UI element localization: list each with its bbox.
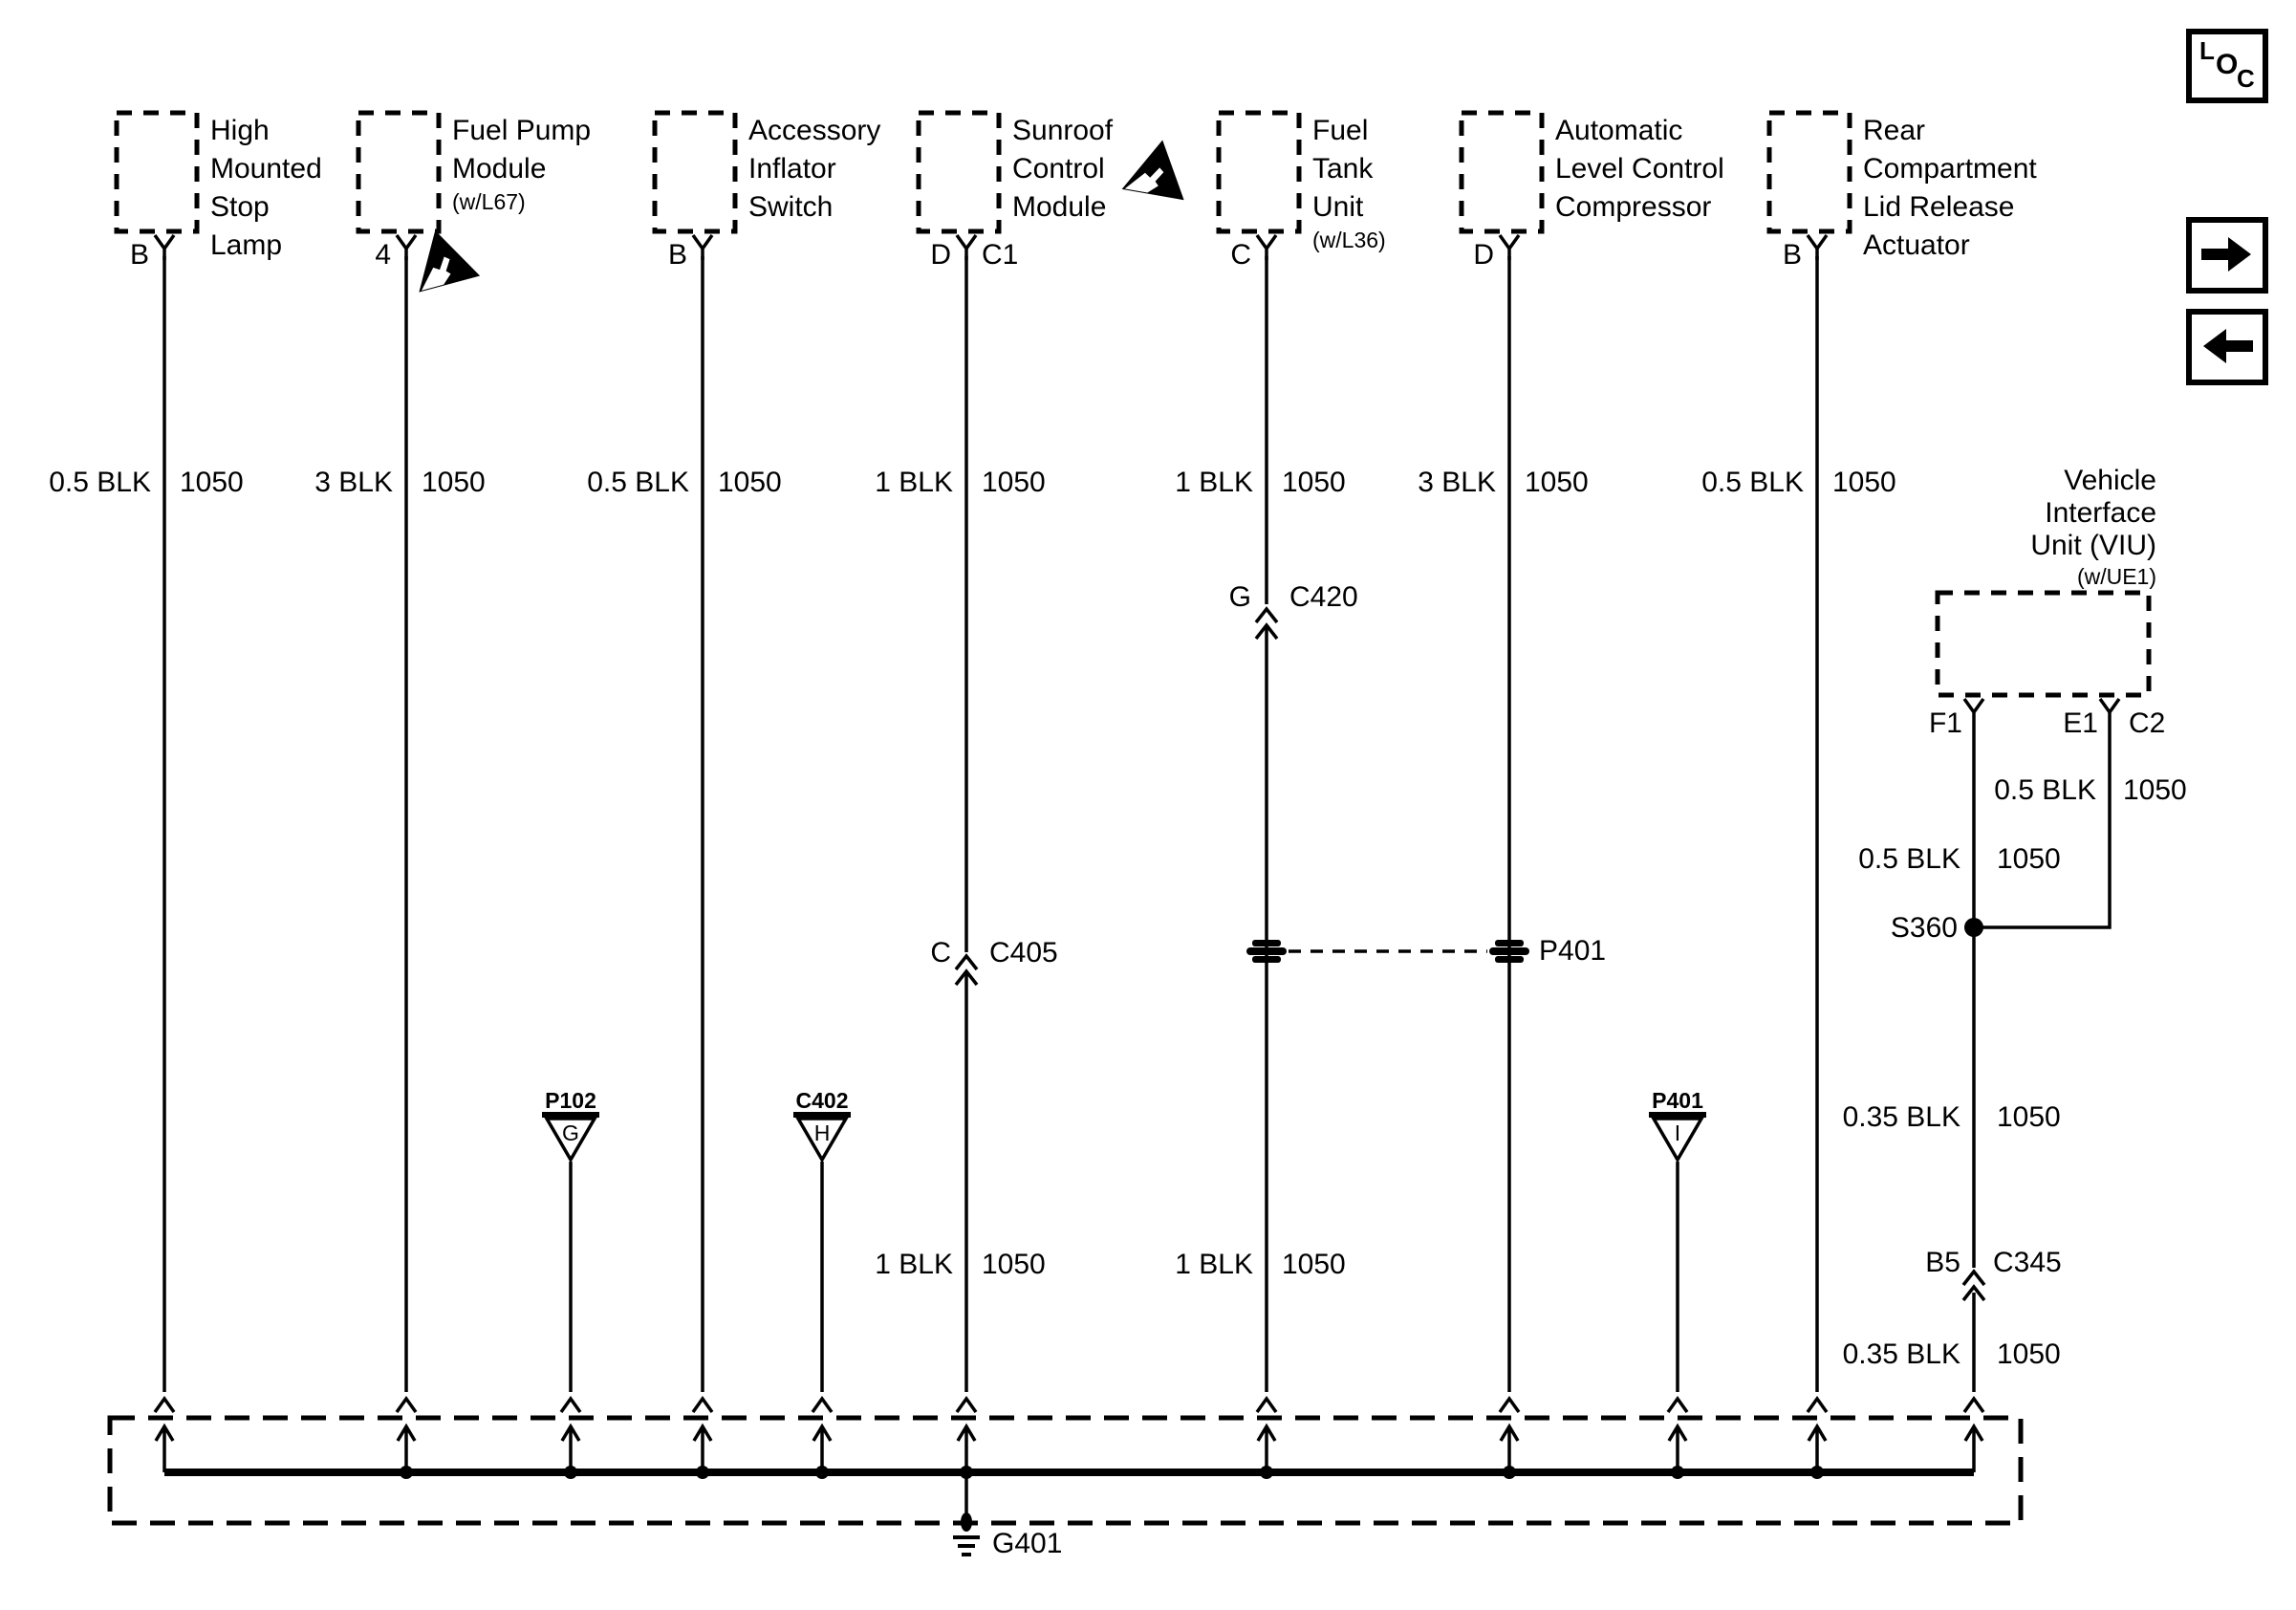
- component-label: Inflator: [748, 153, 836, 185]
- component-sublabel: (w/L36): [1312, 228, 1386, 252]
- loc-button[interactable]: [2186, 29, 2268, 103]
- wire-circuit-label: 1050: [1282, 467, 1346, 498]
- wire-gauge-label: 1 BLK: [1175, 467, 1253, 498]
- wire-gauge-label: 1 BLK: [875, 467, 953, 498]
- connector-cavity-label: H: [813, 1120, 831, 1145]
- wire-gauge-label: 0.5 BLK: [49, 467, 151, 498]
- wire-circuit-label: 1050: [982, 1249, 1046, 1280]
- pin-label: C: [1230, 239, 1251, 271]
- wire-circuit-label: 1050: [422, 467, 486, 498]
- component-label: Automatic: [1555, 115, 1683, 146]
- viu-label: Unit (VIU): [2030, 530, 2156, 561]
- component-label: Sunroof: [1012, 115, 1114, 146]
- wire-gauge-label: 0.5 BLK: [1994, 774, 2096, 806]
- component-label: Actuator: [1863, 229, 1970, 261]
- component-label: Compressor: [1555, 191, 1712, 223]
- component-label: Lid Release: [1863, 191, 2015, 223]
- component-label: Unit: [1312, 191, 1364, 223]
- connector-name-label: C405: [989, 937, 1058, 968]
- viu-label: Interface: [2045, 497, 2156, 529]
- previous-page-button[interactable]: [2186, 309, 2268, 385]
- connector-name-label: C345: [1993, 1247, 2062, 1278]
- wire-circuit-label: 1050: [180, 467, 244, 498]
- wire-gauge-label: 1 BLK: [875, 1249, 953, 1280]
- component-label: Compartment: [1863, 153, 2037, 185]
- g401-ground-bars: [953, 1537, 980, 1555]
- box-rear-lid-actuator: [1769, 113, 1850, 231]
- component-sublabel: (w/L67): [452, 189, 526, 214]
- right-arrow-icon: [2192, 223, 2263, 288]
- pin-label: D: [930, 239, 951, 271]
- wire-circuit-label: 1050: [1832, 467, 1896, 498]
- wire-circuit-label: 1050: [1282, 1249, 1346, 1280]
- component-label: Stop: [210, 191, 270, 223]
- loc-letter: L: [2199, 36, 2215, 65]
- component-label: Module: [1012, 191, 1107, 223]
- box-high-mounted-stop-lamp: [117, 113, 197, 231]
- component-label: Lamp: [210, 229, 283, 261]
- pin-label: B: [129, 239, 149, 271]
- connector-pin-label: B5: [1925, 1247, 1960, 1278]
- wire-gauge-label: 0.35 BLK: [1842, 1338, 1960, 1370]
- component-label: Control: [1012, 153, 1105, 185]
- connector-cavity-label: G: [562, 1120, 579, 1145]
- component-label: Tank: [1312, 153, 1374, 185]
- pin-label: B: [667, 239, 687, 271]
- box-sunroof-control-module: [919, 113, 999, 231]
- pin-label: F1: [1928, 707, 1962, 739]
- box-fuel-pump-module: [358, 113, 439, 231]
- component-label: Fuel: [1312, 115, 1369, 146]
- pin-label: E1: [2063, 707, 2098, 739]
- box-fuel-tank-unit: [1219, 113, 1299, 231]
- connector-name-label: P102: [545, 1088, 596, 1113]
- pin-label: D: [1473, 239, 1494, 271]
- viu-sublabel: (w/UE1): [2076, 564, 2156, 589]
- component-label: Switch: [748, 191, 834, 223]
- pin-label: B: [1782, 239, 1802, 271]
- wire-gauge-label: 0.5 BLK: [1858, 843, 1960, 875]
- wire-circuit-label: 1050: [1997, 1338, 2061, 1370]
- next-page-button[interactable]: [2186, 217, 2268, 294]
- box-viu: [1938, 593, 2149, 695]
- connector-name-label: P401: [1539, 935, 1607, 967]
- wire-circuit-label: 1050: [1525, 467, 1589, 498]
- connector-name-label: P401: [1652, 1088, 1703, 1113]
- loc-letter: C: [2237, 64, 2255, 93]
- component-label: Mounted: [210, 153, 322, 185]
- pin-label: C2: [2129, 707, 2166, 739]
- wire-gauge-label: 3 BLK: [314, 467, 393, 498]
- harness-entry-symbols: [155, 1399, 1983, 1472]
- connector-name-label: C402: [795, 1088, 849, 1113]
- wire-circuit-label: 1050: [982, 467, 1046, 498]
- component-label: Level Control: [1555, 153, 1724, 185]
- component-label: Rear: [1863, 115, 1926, 146]
- pin-label: 4: [375, 239, 391, 271]
- wire-gauge-label: 0.5 BLK: [1701, 467, 1804, 498]
- wire-gauge-label: 1 BLK: [1175, 1249, 1253, 1280]
- splice-label: S360: [1890, 912, 1958, 944]
- component-label: Accessory: [748, 115, 881, 146]
- viu-label: Vehicle: [2064, 465, 2156, 496]
- triangle-connectors: [542, 1115, 1706, 1160]
- component-label: Module: [452, 153, 547, 185]
- wire-circuit-label: 1050: [718, 467, 782, 498]
- box-accessory-inflator-switch: [655, 113, 735, 231]
- wire-gauge-label: 0.35 BLK: [1842, 1101, 1960, 1133]
- ground-label: G401: [992, 1528, 1063, 1559]
- pin-label: C1: [982, 239, 1019, 271]
- loc-letter: O: [2216, 49, 2239, 80]
- component-label: Fuel Pump: [452, 115, 592, 146]
- connector-name-label: C420: [1289, 581, 1358, 613]
- connector-cavity-label: I: [1674, 1120, 1681, 1145]
- wire-circuit-label: 1050: [2123, 774, 2187, 806]
- esd-icon: [1122, 135, 1194, 201]
- component-label: High: [210, 115, 270, 146]
- splice-s360-dot: [1964, 918, 1983, 937]
- g401-boundary-dot: [961, 1512, 972, 1532]
- wire-circuit-label: 1050: [1997, 1101, 2061, 1133]
- wire-gauge-label: 0.5 BLK: [587, 467, 689, 498]
- box-automatic-level-control: [1462, 113, 1542, 231]
- wire-viu-e1: [1974, 722, 2110, 927]
- wire-gauge-label: 3 BLK: [1418, 467, 1496, 498]
- connector-pin-label: G: [1228, 581, 1251, 613]
- wire-circuit-label: 1050: [1997, 843, 2061, 875]
- connector-pin-label: C: [930, 937, 951, 968]
- left-arrow-icon: [2192, 315, 2263, 380]
